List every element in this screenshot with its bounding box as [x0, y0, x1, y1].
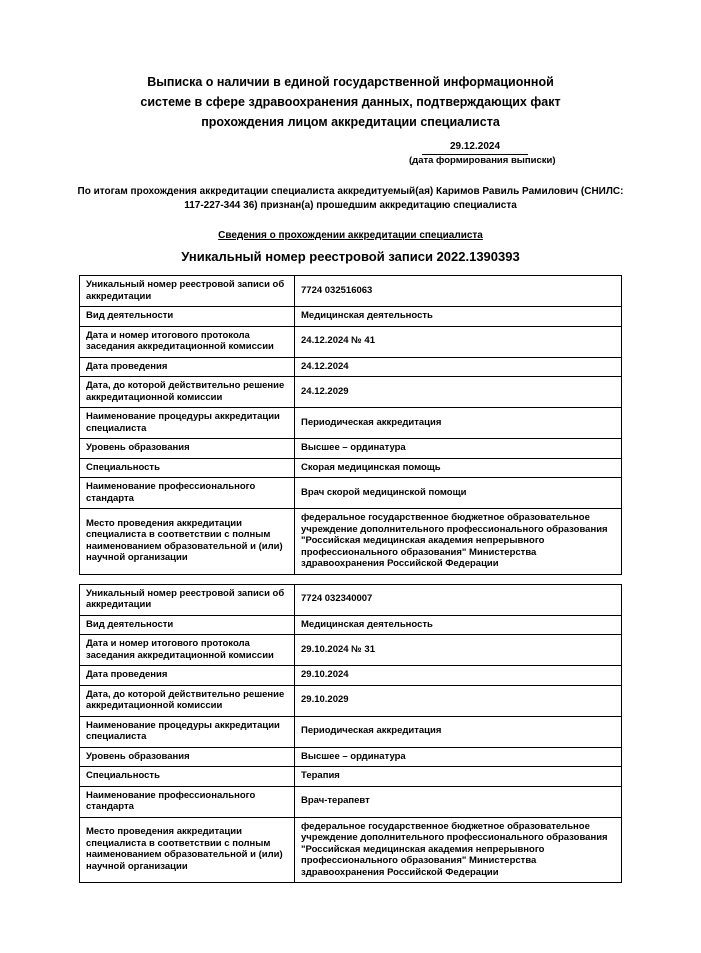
- table-row: [80, 716, 622, 747]
- row-label: Вид деятельности: [80, 307, 295, 327]
- table-row: [80, 408, 622, 439]
- row-label: Наименование процедуры аккредитации специалиста: [80, 408, 295, 439]
- document-title-line-1: Выписка о наличии в единой государственной информационной: [147, 75, 554, 89]
- row-value: 29.10.2024: [295, 666, 622, 686]
- row-value: Медицинская деятельность: [295, 615, 622, 635]
- table-row: [80, 767, 622, 787]
- row-label: Уровень образования: [80, 747, 295, 767]
- row-label: Наименование профессионального стандарта: [80, 786, 295, 817]
- row-label: Дата проведения: [80, 357, 295, 377]
- row-label: Уровень образования: [80, 439, 295, 459]
- row-label: Уникальный номер реестровой записи об аккредитации: [80, 584, 295, 615]
- row-label: Дата, до которой действительно решение аккредитационной комиссии: [80, 377, 295, 408]
- table-row: [80, 458, 622, 478]
- row-value: 24.12.2024 № 41: [295, 326, 622, 357]
- document-title-line-3: прохождения лицом аккредитации специалиста: [201, 115, 500, 129]
- table-row: [80, 307, 622, 327]
- table-row: [80, 615, 622, 635]
- row-label: Дата и номер итогового протокола заседания аккредитационной комиссии: [80, 326, 295, 357]
- row-value: федеральное государственное бюджетное образовательное учреждение дополнительного профессионального образования "Российская медицинская академия непрерывного профессионального образования" Министерства здравоохранения Российской Федерации: [295, 817, 622, 883]
- row-label: Наименование профессионального стандарта: [80, 478, 295, 509]
- table-row: [80, 326, 622, 357]
- row-label: Специальность: [80, 458, 295, 478]
- row-value: 24.12.2029: [295, 377, 622, 408]
- row-value: Терапия: [295, 767, 622, 787]
- table-row: [80, 685, 622, 716]
- row-value: 7724 032340007: [295, 584, 622, 615]
- row-label: Дата, до которой действительно решение аккредитационной комиссии: [80, 685, 295, 716]
- row-value: федеральное государственное бюджетное образовательное учреждение дополнительного профессионального образования "Российская медицинская академия непрерывного профессионального образования" Министерства здравоохранения Российской Федерации: [295, 509, 622, 575]
- table-row: [80, 786, 622, 817]
- row-value: Врач-терапевт: [295, 786, 622, 817]
- row-value: Высшее – ординатура: [295, 439, 622, 459]
- row-label: Специальность: [80, 767, 295, 787]
- row-label: Уникальный номер реестровой записи об аккредитации: [80, 276, 295, 307]
- table-row: [80, 635, 622, 666]
- table-row: [80, 584, 622, 615]
- document-title-line-2: системе в сфере здравоохранения данных, подтверждающих факт: [140, 95, 561, 109]
- table-row: [80, 817, 622, 883]
- table-row: [80, 666, 622, 686]
- row-value: 29.10.2024 № 31: [295, 635, 622, 666]
- extract-date: 29.12.2024: [422, 141, 528, 155]
- row-label: Место проведения аккредитации специалиста в соответствии с полным наименованием образовательной и (или) научной организации: [80, 817, 295, 883]
- row-value: Высшее – ординатура: [295, 747, 622, 767]
- section-heading: Сведения о прохождении аккредитации специалиста: [218, 230, 483, 241]
- accreditation-record-table-1: [79, 275, 622, 575]
- extract-date-caption: (дата формирования выписки): [409, 155, 556, 166]
- row-label: Место проведения аккредитации специалиста в соответствии с полным наименованием образовательной и (или) научной организации: [80, 509, 295, 575]
- registry-number-heading: Уникальный номер реестровой записи 2022.1390393: [181, 249, 520, 264]
- row-value: Периодическая аккредитация: [295, 408, 622, 439]
- row-value: 24.12.2024: [295, 357, 622, 377]
- row-value: 7724 032516063: [295, 276, 622, 307]
- row-label: Дата и номер итогового протокола заседания аккредитационной комиссии: [80, 635, 295, 666]
- row-value: Периодическая аккредитация: [295, 716, 622, 747]
- row-value: Врач скорой медицинской помощи: [295, 478, 622, 509]
- extract-date-block: [409, 141, 556, 167]
- intro-paragraph: По итогам прохождения аккредитации специалиста аккредитуемый(ая) Каримов Равиль Рамилович (СНИЛС: 117-227-344 36) признан(а) прошедшим аккредитацию специалиста: [77, 186, 624, 211]
- row-label: Вид деятельности: [80, 615, 295, 635]
- table-row: [80, 357, 622, 377]
- row-label: Наименование процедуры аккредитации специалиста: [80, 716, 295, 747]
- table-row: [80, 276, 622, 307]
- document-title: [0, 72, 701, 132]
- table-row: [80, 747, 622, 767]
- table-row: [80, 478, 622, 509]
- table-row: [80, 509, 622, 575]
- row-value: 29.10.2029: [295, 685, 622, 716]
- accreditation-record-table-2: [79, 584, 622, 884]
- table-row: [80, 377, 622, 408]
- row-label: Дата проведения: [80, 666, 295, 686]
- row-value: Медицинская деятельность: [295, 307, 622, 327]
- row-value: Скорая медицинская помощь: [295, 458, 622, 478]
- table-row: [80, 439, 622, 459]
- accreditation-extract-page: [0, 72, 701, 953]
